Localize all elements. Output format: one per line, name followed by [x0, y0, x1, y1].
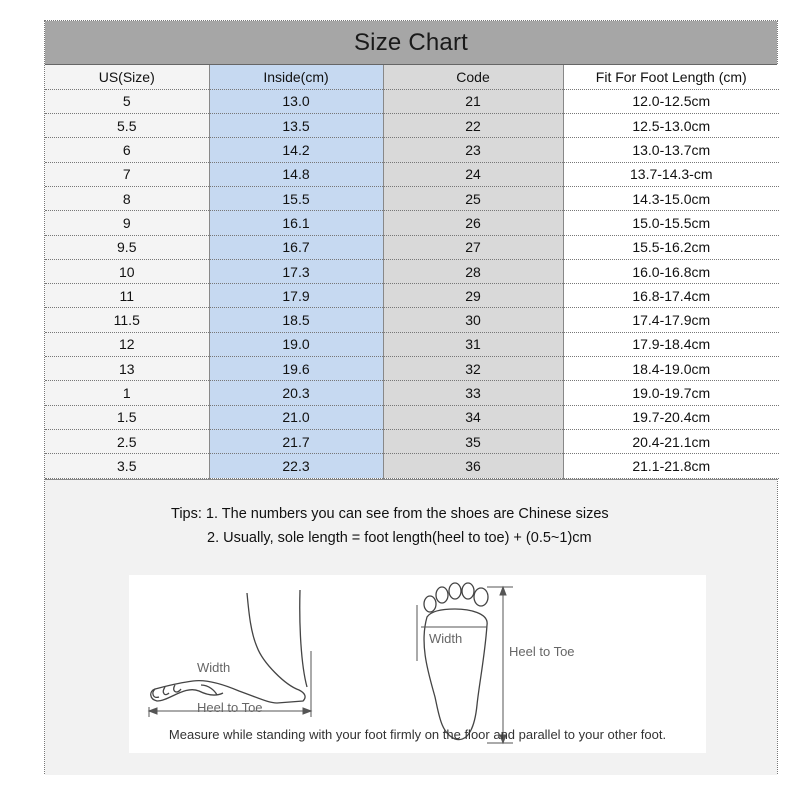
cell-us-size: 2.5 [45, 429, 209, 453]
tip-line-2: 2. Usually, sole length = foot length(heel to toe) + (0.5~1)cm [207, 530, 592, 546]
header-inside-cm: Inside(cm) [209, 65, 383, 89]
cell-inside-cm: 21.7 [209, 429, 383, 453]
cell-code: 23 [383, 138, 563, 162]
table-row [45, 114, 779, 138]
cell-us-size: 5 [45, 89, 209, 113]
cell-code: 28 [383, 259, 563, 283]
cell-us-size: 3.5 [45, 454, 209, 478]
cell-inside-cm: 19.6 [209, 357, 383, 381]
table-row [45, 429, 779, 453]
cell-code: 24 [383, 162, 563, 186]
table-row [45, 235, 779, 259]
cell-code: 30 [383, 308, 563, 332]
table-row [45, 357, 779, 381]
table-row [45, 454, 779, 478]
cell-inside-cm: 17.9 [209, 284, 383, 308]
cell-foot-length: 18.4-19.0cm [563, 357, 779, 381]
cell-code: 35 [383, 429, 563, 453]
sole-width-label: Width [429, 631, 463, 646]
table-row [45, 332, 779, 356]
cell-inside-cm: 14.2 [209, 138, 383, 162]
cell-us-size: 7 [45, 162, 209, 186]
cell-inside-cm: 16.7 [209, 235, 383, 259]
table-header-row [45, 65, 779, 89]
cell-code: 33 [383, 381, 563, 405]
cell-code: 29 [383, 284, 563, 308]
table-row [45, 211, 779, 235]
cell-foot-length: 21.1-21.8cm [563, 454, 779, 478]
header-code: Code [383, 65, 563, 89]
cell-us-size: 9.5 [45, 235, 209, 259]
cell-code: 34 [383, 405, 563, 429]
side-length-label: Heel to Toe [197, 700, 263, 715]
measure-note: Measure while standing with your foot firmly on the floor and parallel to your other foot. [168, 727, 667, 742]
cell-us-size: 13 [45, 357, 209, 381]
cell-foot-length: 15.0-15.5cm [563, 211, 779, 235]
cell-inside-cm: 15.5 [209, 186, 383, 210]
cell-foot-length: 17.4-17.9cm [563, 308, 779, 332]
cell-us-size: 6 [45, 138, 209, 162]
size-table [45, 65, 779, 479]
header-foot-length: Fit For Foot Length (cm) [563, 65, 779, 89]
cell-us-size: 1.5 [45, 405, 209, 429]
cell-foot-length: 19.7-20.4cm [563, 405, 779, 429]
cell-us-size: 11.5 [45, 308, 209, 332]
page-title: Size Chart [353, 28, 469, 56]
table-row [45, 405, 779, 429]
cell-us-size: 10 [45, 259, 209, 283]
table-row [45, 89, 779, 113]
cell-foot-length: 13.7-14.3-cm [563, 162, 779, 186]
cell-code: 31 [383, 332, 563, 356]
cell-inside-cm: 13.0 [209, 89, 383, 113]
tips-section [45, 479, 777, 775]
cell-foot-length: 14.3-15.0cm [563, 186, 779, 210]
cell-inside-cm: 22.3 [209, 454, 383, 478]
measurement-diagram [129, 575, 706, 753]
tip-line-1: Tips: 1. The numbers you can see from the shoes are Chinese sizes [171, 506, 609, 522]
cell-foot-length: 13.0-13.7cm [563, 138, 779, 162]
table-row [45, 381, 779, 405]
table-row [45, 259, 779, 283]
table-row [45, 162, 779, 186]
cell-foot-length: 12.0-12.5cm [563, 89, 779, 113]
cell-code: 26 [383, 211, 563, 235]
header-us-size: US(Size) [45, 65, 209, 89]
table-row [45, 284, 779, 308]
cell-inside-cm: 19.0 [209, 332, 383, 356]
cell-us-size: 9 [45, 211, 209, 235]
cell-us-size: 1 [45, 381, 209, 405]
title-bar [45, 21, 777, 65]
cell-inside-cm: 16.1 [209, 211, 383, 235]
cell-inside-cm: 20.3 [209, 381, 383, 405]
cell-code: 22 [383, 114, 563, 138]
cell-us-size: 5.5 [45, 114, 209, 138]
cell-inside-cm: 18.5 [209, 308, 383, 332]
side-foot-icon [151, 590, 307, 703]
cell-us-size: 12 [45, 332, 209, 356]
table-row [45, 138, 779, 162]
table-row [45, 308, 779, 332]
cell-code: 36 [383, 454, 563, 478]
cell-foot-length: 16.0-16.8cm [563, 259, 779, 283]
cell-inside-cm: 14.8 [209, 162, 383, 186]
cell-foot-length: 20.4-21.1cm [563, 429, 779, 453]
table-row [45, 186, 779, 210]
sole-length-label: Heel to Toe [509, 644, 575, 659]
cell-code: 25 [383, 186, 563, 210]
cell-foot-length: 17.9-18.4cm [563, 332, 779, 356]
cell-foot-length: 15.5-16.2cm [563, 235, 779, 259]
sole-length-arrow [417, 587, 513, 743]
cell-code: 27 [383, 235, 563, 259]
cell-foot-length: 16.8-17.4cm [563, 284, 779, 308]
cell-inside-cm: 17.3 [209, 259, 383, 283]
cell-us-size: 11 [45, 284, 209, 308]
cell-inside-cm: 13.5 [209, 114, 383, 138]
cell-foot-length: 19.0-19.7cm [563, 381, 779, 405]
size-chart-frame [44, 20, 778, 774]
sole-foot-icon [424, 583, 488, 740]
cell-code: 32 [383, 357, 563, 381]
cell-inside-cm: 21.0 [209, 405, 383, 429]
cell-code: 21 [383, 89, 563, 113]
cell-foot-length: 12.5-13.0cm [563, 114, 779, 138]
cell-us-size: 8 [45, 186, 209, 210]
side-width-label: Width [197, 660, 231, 675]
